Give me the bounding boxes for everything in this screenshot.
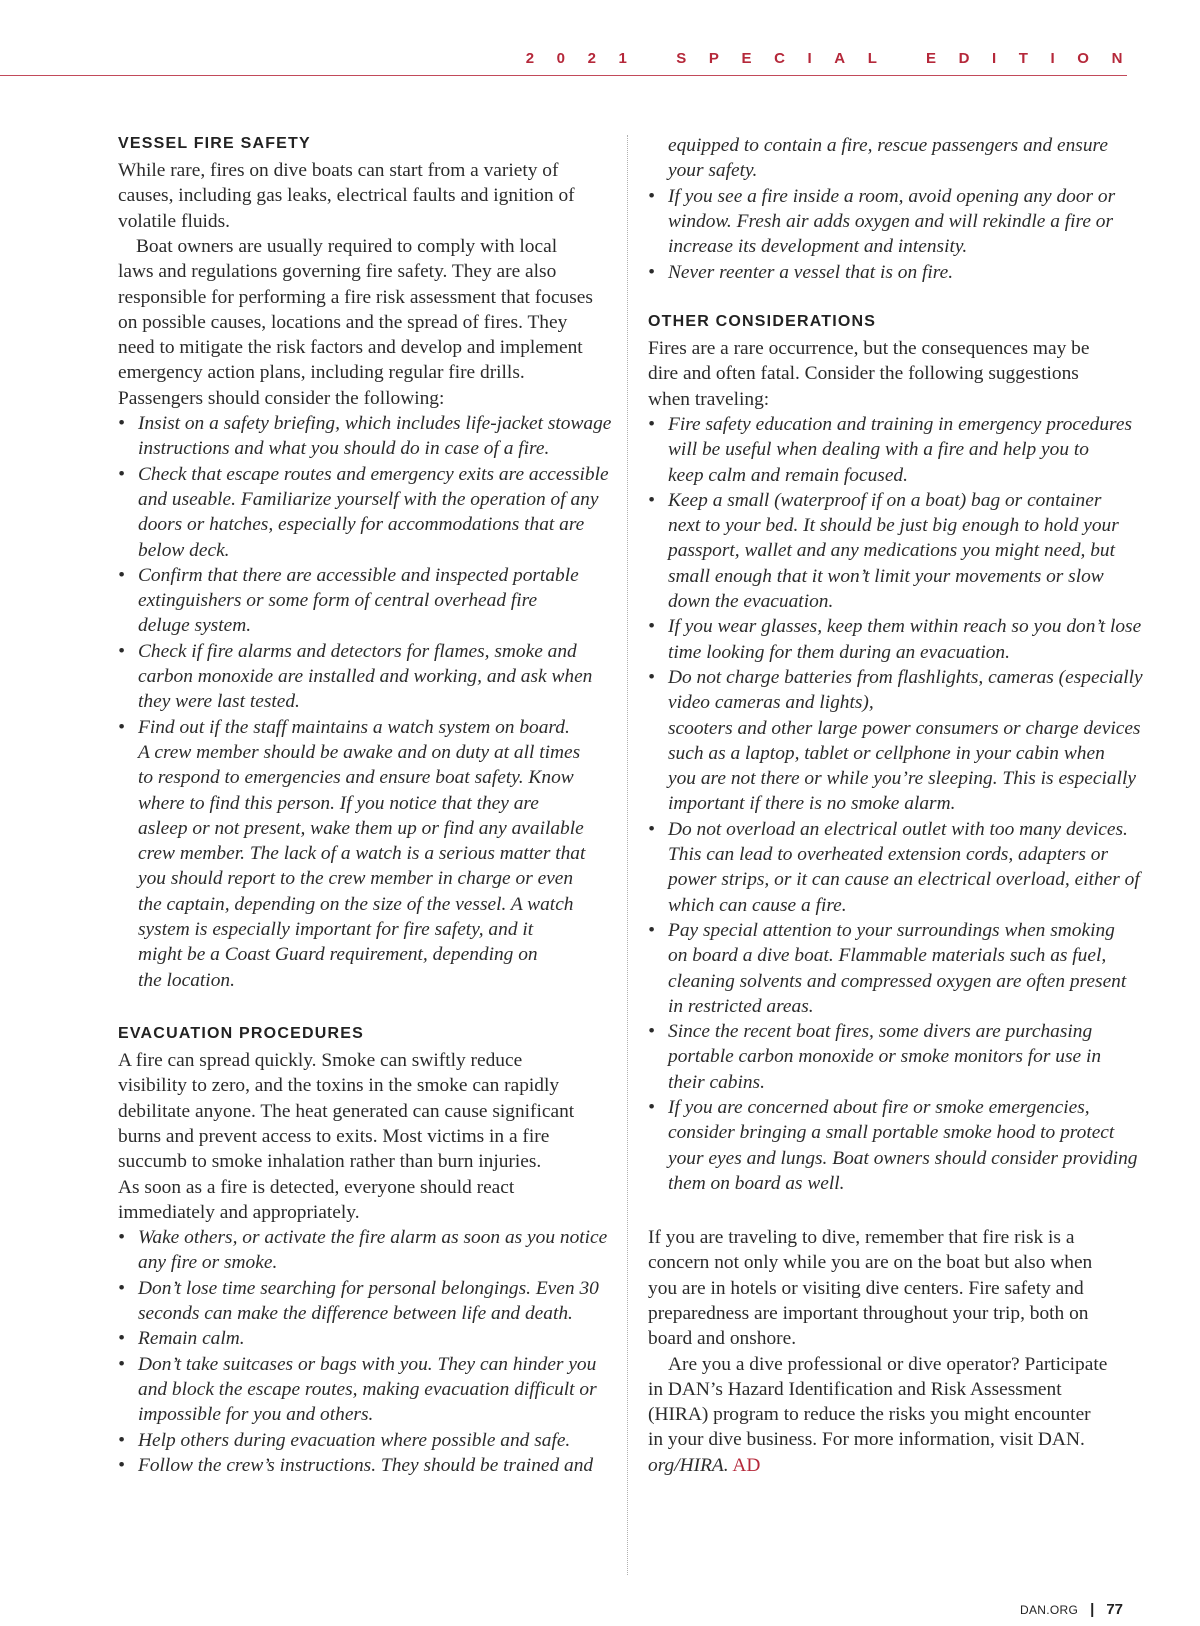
bullet-marker: •	[118, 1277, 125, 1299]
footer-site: DAN.ORG	[1020, 1603, 1079, 1617]
fire-safety-list-item-line: to respond to emergencies and ensure boat safety. Know	[138, 767, 574, 789]
fire-safety-list-item-line: doors or hatches, especially for accommodations that are	[138, 514, 585, 536]
other-list-item-line: small enough that it won’t limit your movements or slow	[668, 565, 1104, 587]
bullet-marker: •	[648, 1021, 655, 1043]
evacuation-list-item-line: impossible for you and others.	[138, 1404, 374, 1426]
fire-safety-intro-line: causes, including gas leaks, electrical faults and ignition of	[118, 185, 575, 207]
fire-safety-list-item-line: you should report to the crew member in charge or even	[138, 868, 574, 890]
fire-safety-list-item-line: Confirm that there are accessible and inspected portable	[138, 564, 579, 586]
other-list-item-line: If you are concerned about fire or smoke emergencies,	[668, 1097, 1090, 1118]
evacuation-list-item-line: seconds can make the difference between life and death.	[138, 1303, 573, 1324]
fire-safety-list-item-line: they were last tested.	[138, 691, 300, 713]
evacuation-list-item-line: Help others during evacuation where possible and safe.	[138, 1429, 571, 1451]
closing-paragraph-line: board and onshore.	[648, 1328, 797, 1350]
page-number: 77	[1106, 1601, 1123, 1618]
fire-safety-list-item-line: A crew member should be awake and on duty at all times	[138, 741, 581, 763]
fire-safety-owners-line: responsible for performing a fire risk assessment that focuses	[118, 286, 593, 308]
other-list-item-line: Pay special attention to your surroundings when smoking	[668, 919, 1115, 941]
evacuation-list-item-line: Don’t lose time searching for personal belongings. Even 30	[138, 1277, 599, 1299]
evacuation-list-item-line: any fire or smoke.	[138, 1252, 278, 1274]
other-list-item-line: such as a laptop, tablet or cellphone in your cabin when	[668, 742, 1105, 764]
closing-paragraph-line: If you are traveling to dive, remember that fire risk is a	[648, 1227, 1075, 1248]
other-list-item-line: passport, wallet and any medications you might need, but	[668, 540, 1116, 562]
other-list-item-line: This can lead to overheated extension cords, adapters or	[668, 844, 1109, 865]
bullet-marker: •	[648, 616, 655, 638]
evacuation-intro-line: succumb to smoke inhalation rather than burn injuries.	[118, 1151, 542, 1173]
other-intro-line: Fires are a rare occurrence, but the consequences may be	[648, 338, 1090, 359]
closing-dan-paragraph-line: (HIRA) program to reduce the risks you might encounter	[648, 1404, 1091, 1426]
bullet-marker: •	[118, 1227, 125, 1249]
fire-safety-list-item-line: and useable. Familiarize yourself with the operation of any	[138, 488, 599, 510]
fire-safety-owners-line: on possible causes, locations and the spread of fires. They	[118, 311, 568, 333]
evacuation-intro-line: immediately and appropriately.	[118, 1201, 360, 1223]
fire-safety-list-item-line: Check that escape routes and emergency exits are accessible	[138, 463, 609, 485]
other-list-item-line: keep calm and remain focused.	[668, 464, 908, 486]
evacuation-continued-list-item-line: Never reenter a vessel that is on fire.	[668, 261, 954, 283]
other-list-item-line: you are not there or while you’re sleeping. This is especially	[668, 768, 1136, 790]
closing-dan-paragraph-line: in your dive business. For more information, visit DAN.	[648, 1429, 1085, 1451]
other-list-item-line: video cameras and lights),	[668, 692, 874, 714]
other-list-item-line: which can cause a fire.	[668, 894, 847, 916]
header-rule	[0, 75, 1127, 76]
fire-safety-list-item-line: deluge system.	[138, 615, 252, 637]
other-list-item-line: your eyes and lungs. Boat owners should consider providing	[668, 1147, 1138, 1169]
bullet-marker: •	[118, 564, 125, 586]
hira-link[interactable]: org/HIRA.	[648, 1454, 729, 1476]
bullet-marker: •	[118, 1429, 125, 1451]
evacuation-continued-list-item-line: If you see a fire inside a room, avoid opening any door or	[668, 185, 1116, 207]
evacuation-list-item-line: Follow the crew’s instructions. They should be trained and	[138, 1454, 594, 1476]
closing-paragraph-line: you are in hotels or visiting dive centers. Fire safety and	[648, 1277, 1084, 1299]
bullet-marker: •	[118, 640, 125, 662]
bullet-marker: •	[118, 413, 125, 434]
evacuation-list-item-line: Remain calm.	[138, 1328, 245, 1350]
evacuation-intro-line: debilitate anyone. The heat generated can cause significant	[118, 1100, 575, 1122]
other-list-item-line: on board a dive boat. Flammable materials such as fuel,	[668, 945, 1107, 967]
fire-safety-owners-line: emergency action plans, including regular fire drills.	[118, 362, 525, 384]
fire-safety-list-item-line: Check if fire alarms and detectors for flames, smoke and	[138, 640, 577, 662]
section-heading-other-considerations: OTHER CONSIDERATIONS	[648, 313, 877, 330]
bullet-marker: •	[648, 1097, 655, 1118]
fire-safety-owners-line: Boat owners are usually required to comply with local	[136, 235, 558, 257]
closing-last-line	[648, 1453, 760, 1479]
fire-safety-list-item-line: extinguishers or some form of central overhead fire	[138, 590, 538, 612]
closing-dan-paragraph-line: in DAN’s Hazard Identification and Risk Assessment	[648, 1378, 1062, 1400]
bullet-marker: •	[118, 1328, 125, 1350]
evacuation-intro-line: burns and prevent access to exits. Most victims in a fire	[118, 1125, 550, 1147]
bullet-marker: •	[648, 489, 655, 511]
other-list-item-line: power strips, or it can cause an electrical overload, either of	[668, 869, 1140, 891]
evacuation-list-item-line: Don’t take suitcases or bags with you. They can hinder you	[138, 1353, 597, 1375]
evacuation-intro-line: A fire can spread quickly. Smoke can swiftly reduce	[118, 1050, 523, 1071]
bullet-marker: •	[648, 818, 655, 840]
other-list-item-line: them on board as well.	[668, 1172, 845, 1194]
fire-safety-owners-line: need to mitigate the risk factors and develop and implement	[118, 337, 583, 359]
page-footer	[1020, 1600, 1123, 1620]
fire-safety-list-item-line: below deck.	[138, 539, 230, 561]
evacuation-intro-line: visibility to zero, and the toxins in the smoke can rapidly	[118, 1075, 560, 1097]
other-list-item-line: important if there is no smoke alarm.	[668, 793, 956, 815]
fire-safety-list-item-line: Insist on a safety briefing, which includes life-jacket stowage	[138, 413, 612, 434]
other-list-item-line: Since the recent boat fires, some divers are purchasing	[668, 1021, 1093, 1043]
fire-safety-list-item-line: instructions and what you should do in case of a fire.	[138, 438, 550, 460]
closing-paragraph-line: preparedness are important throughout your trip, both on	[648, 1302, 1089, 1324]
other-list-item-line: will be useful when dealing with a fire and help you to	[668, 439, 1089, 461]
other-list-item-line: Keep a small (waterproof if on a boat) bag or container	[668, 489, 1102, 511]
column-divider	[627, 135, 628, 1575]
other-list-item-line: in restricted areas.	[668, 995, 814, 1017]
evacuation-intro-line: As soon as a fire is detected, everyone should react	[118, 1176, 515, 1198]
closing-paragraph-line: concern not only while you are on the boat but also when	[648, 1252, 1093, 1274]
fire-safety-intro-line: While rare, fires on dive boats can start from a variety of	[118, 160, 559, 181]
edition-label: 2021 SPECIAL EDITION	[525, 50, 1145, 67]
fire-safety-list-item-line: system is especially important for fire safety, and it	[138, 919, 534, 940]
fire-safety-list-item-line: where to find this person. If you notice that they are	[138, 792, 539, 814]
evacuation-continued-list-item-line: window. Fresh air adds oxygen and will rekindle a fire or	[668, 210, 1114, 232]
other-list-item-line: next to your bed. It should be just big enough to hold your	[668, 515, 1119, 537]
other-list-item-line: cleaning solvents and compressed oxygen are often present	[668, 970, 1127, 992]
other-list-item-line: If you wear glasses, keep them within reach so you don’t lose	[668, 616, 1142, 638]
fire-safety-list-item-line: might be a Coast Guard requirement, depending on	[138, 944, 538, 966]
closing-dan-paragraph-line: Are you a dive professional or dive operator? Participate	[668, 1353, 1108, 1375]
bullet-marker: •	[648, 413, 655, 435]
bullet-marker: •	[118, 1454, 125, 1476]
bullet-marker: •	[118, 463, 125, 485]
fire-safety-list-item-line: asleep or not present, wake them up or find any available	[138, 817, 584, 839]
other-list-item-line: scooters and other large power consumers or charge devices	[668, 717, 1141, 739]
bullet-marker: •	[118, 1353, 125, 1375]
continued-item-line: your safety.	[668, 160, 758, 182]
fire-safety-list-item-line: crew member. The lack of a watch is a serious matter that	[138, 843, 586, 865]
other-list-item-line: Fire safety education and training in emergency procedures	[668, 413, 1133, 435]
fire-safety-list-item-line: the captain, depending on the size of the vessel. A watch	[138, 893, 574, 915]
other-intro-line: when traveling:	[648, 388, 770, 410]
bullet-marker: •	[648, 666, 655, 688]
fire-safety-owners-line: Passengers should consider the following:	[118, 387, 445, 409]
other-list-item-line: Do not overload an electrical outlet with too many devices.	[668, 818, 1128, 840]
evacuation-list-item-line: and block the escape routes, making evacuation difficult or	[138, 1378, 597, 1400]
other-list-item-line: down the evacuation.	[668, 591, 834, 612]
section-heading-vessel-fire-safety: VESSEL FIRE SAFETY	[118, 135, 311, 152]
continued-item-line: equipped to contain a fire, rescue passengers and ensure	[668, 135, 1108, 156]
fire-safety-intro-line: volatile fluids.	[118, 210, 231, 232]
evacuation-list-item-line: Wake others, or activate the fire alarm as soon as you notice	[138, 1227, 608, 1249]
fire-safety-list-item-line: Find out if the staff maintains a watch system on board.	[138, 716, 570, 738]
end-mark: AD	[728, 1454, 761, 1476]
other-list-item-line: time looking for them during an evacuation.	[668, 641, 1010, 663]
section-heading-evacuation: EVACUATION PROCEDURES	[118, 1025, 364, 1042]
evacuation-continued-list-item-line: increase its development and intensity.	[668, 236, 968, 258]
bullet-marker: •	[648, 261, 655, 283]
fire-safety-list-item-line: the location.	[138, 969, 235, 991]
bullet-marker: •	[648, 919, 655, 941]
fire-safety-owners-line: laws and regulations governing fire safety. They are also	[118, 261, 557, 283]
other-list-item-line: Do not charge batteries from flashlights, cameras (especially	[668, 666, 1143, 688]
bullet-marker: •	[118, 716, 125, 738]
other-list-item-line: their cabins.	[668, 1071, 765, 1093]
footer-separator: |	[1090, 1601, 1095, 1618]
fire-safety-list-item-line: carbon monoxide are installed and working, and ask when	[138, 666, 593, 687]
other-list-item-line: portable carbon monoxide or smoke monitors for use in	[668, 1046, 1102, 1068]
other-intro-line: dire and often fatal. Consider the following suggestions	[648, 363, 1079, 385]
bullet-marker: •	[648, 185, 655, 207]
other-list-item-line: consider bringing a small portable smoke hood to protect	[668, 1122, 1115, 1144]
